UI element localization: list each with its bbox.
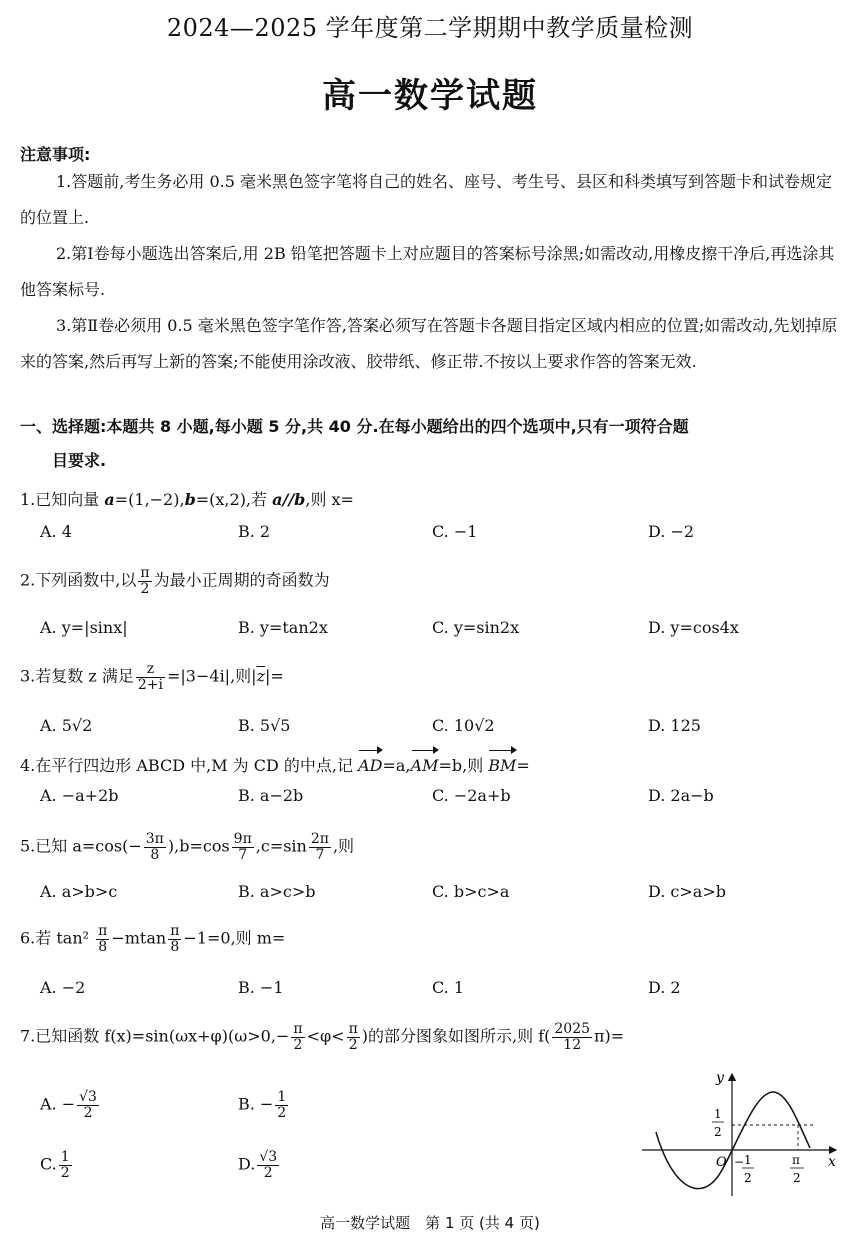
option-b: B. a>c>b — [238, 882, 316, 901]
option-b: B. 5√5 — [238, 716, 291, 735]
fraction: $\frac{\pi}{2}$ — [348, 1021, 358, 1053]
note-item-2: 2.第Ⅰ卷每小题选出答案后,用 2B 铅笔把答题卡上对应题目的答案标号涂黑;如需改动,用橡皮擦干净后,再选涂其他答案标号. — [20, 244, 835, 299]
question-6: 6.若 tan² $\frac{\pi}{8}$ −mtan $\frac{\pi}{8}$ −1=0,则 m= — [20, 923, 286, 955]
option-a: A. 4 — [40, 522, 72, 541]
option-a: A. − $\frac{√3}{2}$ — [40, 1089, 97, 1121]
option-a: A. a>b>c — [40, 882, 118, 901]
question-4: 4.在平行四边形 ABCD 中,M 为 CD 的中点,记 AD=a,AM=b,则 BM= — [20, 752, 840, 780]
exam-header: 2024—2025 学年度第二学期期中教学质量检测 — [166, 14, 694, 42]
svg-text:−: − — [734, 1155, 745, 1169]
option-d: D. 2a−b — [648, 786, 714, 805]
fraction: $\frac{\pi}{8}$ — [98, 923, 108, 955]
question-1-options — [40, 522, 840, 552]
option-d: D. c>a>b — [648, 882, 726, 901]
option-b: B. 2 — [238, 522, 271, 541]
fraction: $\frac{\pi}{2}$ — [140, 565, 150, 597]
option-b: B. a−2b — [238, 786, 304, 805]
question-2: 2.下列函数中,以 $\frac{\pi}{2}$ 为最小正周期的奇函数为 — [20, 565, 330, 597]
option-c: C. −1 — [432, 522, 478, 541]
sine-curve — [656, 1092, 810, 1189]
y-tick-num: 1 — [714, 1107, 722, 1121]
fraction: $\frac{\pi}{8}$ — [170, 923, 180, 955]
x-tick1-den: 2 — [744, 1171, 752, 1185]
question-5-options — [40, 882, 840, 912]
page-title: 高一数学试题 — [322, 76, 538, 116]
fraction: $\frac{2\pi}{7}$ — [310, 831, 329, 863]
fraction: $\frac{2025}{12}$ — [554, 1021, 591, 1053]
option-c: C. y=sin2x — [432, 618, 520, 637]
question-1: 1.已知向量 a=(1,−2),b=(x,2),若 a//b,则 x= — [20, 490, 354, 509]
question-7: 7.已知函数 f(x)=sin(ωx+φ)(ω>0,− $\frac{\pi}{2}$ <φ< $\frac{\pi}{2}$ )的部分图象如图所示,则 f( $\frac{2025}{12}$ π)= — [20, 1021, 625, 1053]
question-4-options — [40, 786, 840, 816]
y-axis-label: y — [716, 1070, 724, 1086]
option-a: A. −2 — [40, 978, 86, 997]
option-d: D. 2 — [648, 978, 681, 997]
page-footer: 高一数学试题 第 1 页 (共 4 页) — [320, 1214, 540, 1232]
question-3-options — [40, 716, 840, 746]
y-tick-den: 2 — [714, 1125, 722, 1139]
option-d: D. y=cos4x — [648, 618, 739, 637]
origin-label: O — [716, 1155, 727, 1170]
option-d: D. $\frac{√3}{2}$ — [238, 1149, 278, 1181]
x-tick1-num: 1 — [744, 1153, 752, 1167]
fraction: $\frac{3\pi}{8}$ — [145, 831, 164, 863]
question-3: 3.若复数 z 满足 $\frac{z}{2+i}$ =|3−4i|,则$|\overline{z}|=$ — [20, 661, 284, 693]
fraction: $\frac{z}{2+i}$ — [137, 661, 163, 693]
option-a: A. −a+2b — [40, 786, 119, 805]
option-a: A. 5√2 — [40, 716, 93, 735]
section-heading-line2: 目要求. — [52, 451, 107, 470]
fraction: $\frac{9\pi}{7}$ — [233, 831, 252, 863]
option-b: B. y=tan2x — [238, 618, 328, 637]
fraction: $\frac{\pi}{2}$ — [293, 1021, 303, 1053]
option-d: D. −2 — [648, 522, 695, 541]
sine-graph-figure — [638, 1070, 843, 1200]
question-2-options — [40, 618, 840, 648]
option-d: D. 125 — [648, 716, 701, 735]
x-tick2-den: 2 — [793, 1171, 801, 1185]
x-axis-label: x — [828, 1154, 836, 1170]
option-c: C. 1 — [432, 978, 465, 997]
x-tick2-num: π — [792, 1153, 800, 1167]
option-c: C. b>c>a — [432, 882, 510, 901]
notes-heading: 注意事项: — [20, 145, 91, 164]
note-item-1: 1.答题前,考生务必用 0.5 毫米黑色签字笔将自己的姓名、座号、考生号、县区和科类填写到答题卡和试卷规定的位置上. — [20, 172, 832, 227]
option-b: B. −1 — [238, 978, 284, 997]
section-heading-line1: 一、选择题:本题共 8 小题,每小题 5 分,共 40 分.在每小题给出的四个选项中,只有一项符合题 — [20, 417, 689, 436]
question-6-options — [40, 978, 840, 1008]
option-c: C. −2a+b — [432, 786, 511, 805]
note-item-3: 3.第Ⅱ卷必须用 0.5 毫米黑色签字笔作答,答案必须写在答题卡各题目指定区域内相应的位置;如需改动,先划掉原来的答案,然后再写上新的答案;不能使用涂改液、胶带纸、修正带.不按以上要求作答的答案无效. — [20, 316, 838, 371]
option-b: B. − $\frac{1}{2}$ — [238, 1089, 287, 1121]
question-5: 5.已知 a=cos(− $\frac{3\pi}{8}$ ),b=cos $\frac{9\pi}{7}$ ,c=sin $\frac{2\pi}{7}$ ,则 — [20, 831, 355, 863]
option-c: C. $\frac{1}{2}$ — [40, 1149, 70, 1181]
section-heading — [20, 410, 840, 478]
option-c: C. 10√2 — [432, 716, 495, 735]
option-a: A. y=|sinx| — [40, 618, 128, 637]
